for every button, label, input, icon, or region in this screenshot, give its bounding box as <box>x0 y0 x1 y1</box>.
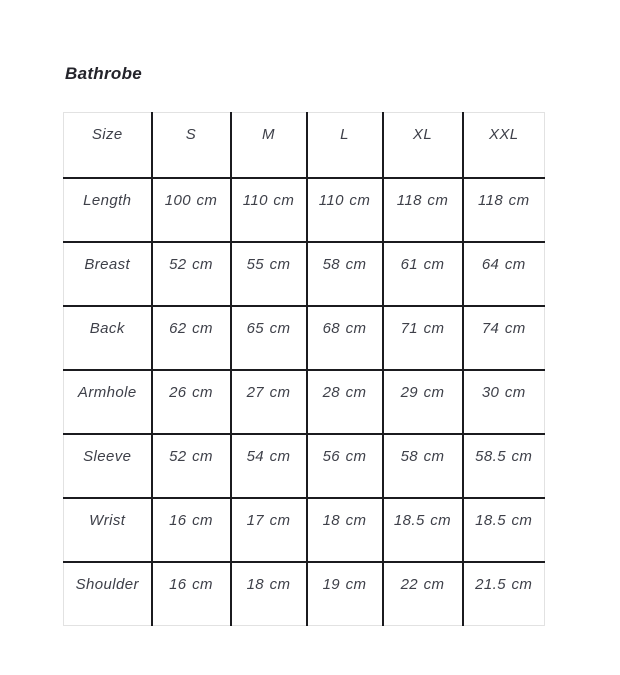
row-label: Armhole <box>64 370 152 434</box>
cell-value: 56 cm <box>307 434 383 498</box>
cell-value: 74 cm <box>463 306 545 370</box>
row-label: Sleeve <box>64 434 152 498</box>
cell-value: 118 cm <box>383 178 463 242</box>
cell-value: 26 cm <box>152 370 231 434</box>
column-header: S <box>152 113 231 178</box>
cell-value: 18 cm <box>307 498 383 562</box>
cell-value: 71 cm <box>383 306 463 370</box>
table-row <box>64 370 545 434</box>
cell-value: 16 cm <box>152 498 231 562</box>
column-header: XXL <box>463 113 545 178</box>
cell-value: 17 cm <box>231 498 307 562</box>
table-body <box>64 178 545 626</box>
cell-value: 100 cm <box>152 178 231 242</box>
cell-value: 110 cm <box>307 178 383 242</box>
column-header: L <box>307 113 383 178</box>
cell-value: 18.5 cm <box>463 498 545 562</box>
row-label: Shoulder <box>64 562 152 626</box>
cell-value: 64 cm <box>463 242 545 306</box>
row-label: Length <box>64 178 152 242</box>
cell-value: 22 cm <box>383 562 463 626</box>
cell-value: 52 cm <box>152 434 231 498</box>
cell-value: 18 cm <box>231 562 307 626</box>
row-label: Wrist <box>64 498 152 562</box>
cell-value: 29 cm <box>383 370 463 434</box>
row-label: Breast <box>64 242 152 306</box>
cell-value: 62 cm <box>152 306 231 370</box>
cell-value: 54 cm <box>231 434 307 498</box>
cell-value: 18.5 cm <box>383 498 463 562</box>
cell-value: 58 cm <box>307 242 383 306</box>
cell-value: 52 cm <box>152 242 231 306</box>
cell-value: 110 cm <box>231 178 307 242</box>
cell-value: 58 cm <box>383 434 463 498</box>
cell-value: 61 cm <box>383 242 463 306</box>
table-header-row <box>64 113 545 178</box>
cell-value: 30 cm <box>463 370 545 434</box>
table-row <box>64 306 545 370</box>
table-row <box>64 178 545 242</box>
table-row <box>64 562 545 626</box>
table-row <box>64 498 545 562</box>
column-header-size: Size <box>64 113 152 178</box>
column-header: XL <box>383 113 463 178</box>
column-header: M <box>231 113 307 178</box>
cell-value: 58.5 cm <box>463 434 545 498</box>
cell-value: 65 cm <box>231 306 307 370</box>
row-label: Back <box>64 306 152 370</box>
cell-value: 68 cm <box>307 306 383 370</box>
cell-value: 28 cm <box>307 370 383 434</box>
table-row <box>64 434 545 498</box>
cell-value: 21.5 cm <box>463 562 545 626</box>
page-title: Bathrobe <box>65 64 143 83</box>
cell-value: 19 cm <box>307 562 383 626</box>
cell-value: 27 cm <box>231 370 307 434</box>
size-table <box>63 112 545 626</box>
cell-value: 118 cm <box>463 178 545 242</box>
table-row <box>64 242 545 306</box>
cell-value: 55 cm <box>231 242 307 306</box>
cell-value: 16 cm <box>152 562 231 626</box>
